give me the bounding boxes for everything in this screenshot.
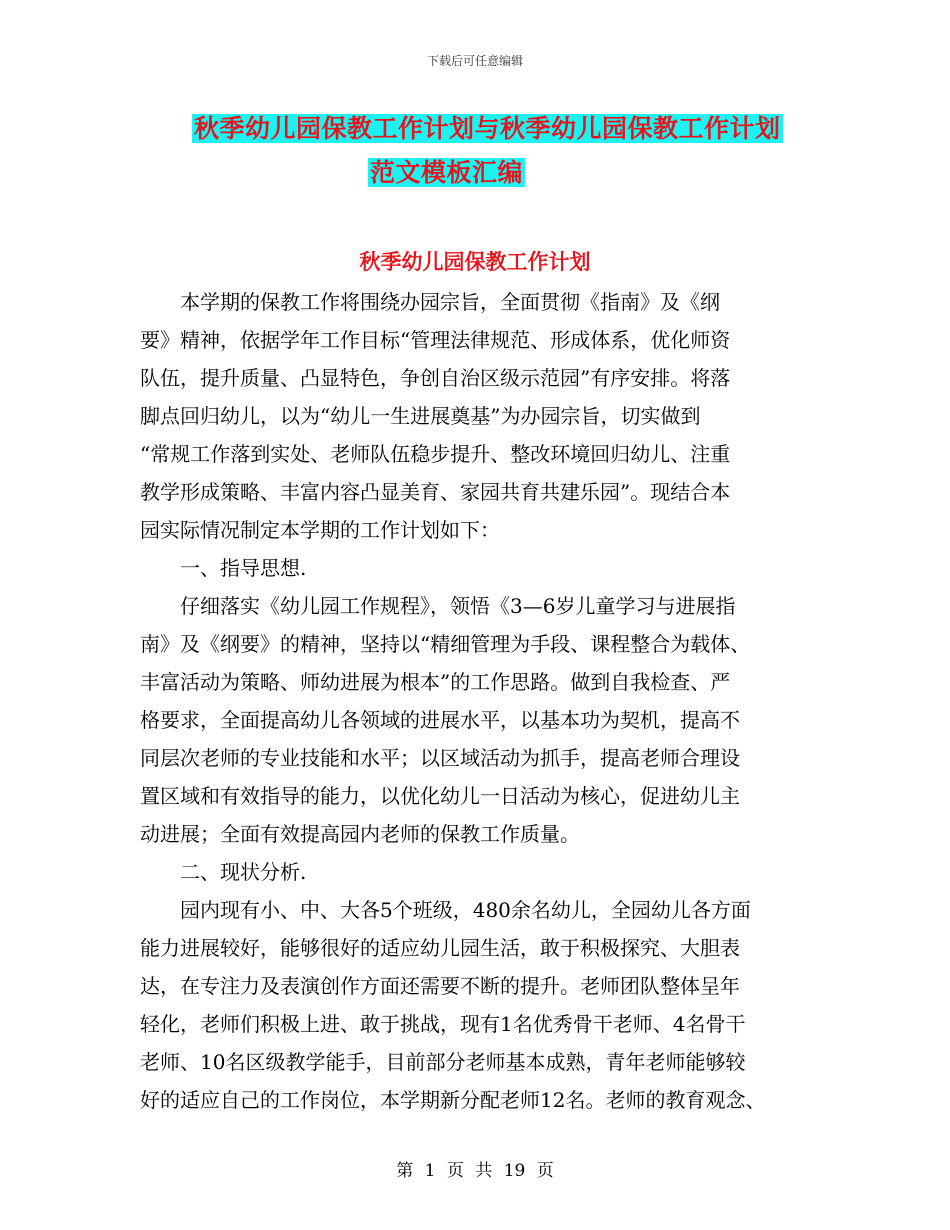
body-line: 南》及《纲要》的精神，坚持以“精细管理为手段、课程整合为载体、 <box>140 632 751 656</box>
body-line: 好的适应自己的工作岗位，本学期新分配老师12名。老师的教育观念、 <box>140 1088 766 1112</box>
body-line: 本学期的保教工作将围绕办园宗旨，全面贯彻《指南》及《纲 <box>140 290 720 314</box>
body-line: 要》精神，依据学年工作目标“管理法律规范、形成体系，优化师资 <box>140 328 731 352</box>
body-line: 达，在专注力及表演创作方面还需要不断的提升。老师团队整体呈年 <box>140 974 740 998</box>
page-header: 下载后可任意编辑 <box>426 54 523 68</box>
body-line: 园内现有小、中、大各5个班级，480余名幼儿，全园幼儿各方面 <box>140 898 751 922</box>
body-line: 园实际情况制定本学期的工作计划如下： <box>140 518 500 542</box>
body-line: “常规工作落到实处、老师队伍稳步提升、整改环境回归幼儿、注重 <box>140 442 731 466</box>
section-heading: 秋季幼儿园保教工作计划 <box>359 250 591 274</box>
body-line: 队伍，提升质量、凸显特色，争创自治区级示范园”有序安排。将落 <box>140 366 731 390</box>
body-line: 格要求，全面提高幼儿各领域的进展水平，以基本功为契机，提高不 <box>140 708 740 732</box>
body-line: 教学形成策略、丰富内容凸显美育、家园共育共建乐园”。现结合本 <box>140 480 731 504</box>
title-text-1: 秋季幼儿园保教工作计划与秋季幼儿园保教工作计划 <box>194 114 781 143</box>
body-line: 能力进展较好，能够很好的适应幼儿园生活，敢于积极探究、大胆表 <box>140 936 740 960</box>
section-heading-guiding: 一、指导思想. <box>140 556 307 580</box>
body-line: 脚点回归幼儿，以为“幼儿一生进展奠基”为办园宗旨，切实做到 <box>140 404 701 428</box>
body-line: 仔细落实《幼儿园工作规程》，领悟《3—6岁儿童学习与进展指 <box>140 594 736 618</box>
section-heading-status: 二、现状分析. <box>140 860 307 884</box>
body-line: 置区域和有效指导的能力，以优化幼儿一日活动为核心，促进幼儿主 <box>140 784 740 808</box>
document-title-line-2 <box>368 156 525 190</box>
body-line: 老师、10名区级教学能手，目前部分老师基本成熟，青年老师能够较 <box>140 1050 746 1074</box>
body-line: 同层次老师的专业技能和水平；以区域活动为抓手，提高老师合理设 <box>140 746 740 770</box>
page-footer: 第 1 页 共 19 页 <box>396 1161 554 1181</box>
body-line: 丰富活动为策略、师幼进展为根本”的工作思路。做到自我检查、严 <box>140 670 731 694</box>
document-title-line-1 <box>192 112 783 146</box>
body-line: 动进展；全面有效提高园内老师的保教工作质量。 <box>140 822 580 846</box>
body-line: 轻化，老师们积极上进、敢于挑战，现有1名优秀骨干老师、4名骨干 <box>140 1012 746 1036</box>
title-text-2: 范文模板汇编 <box>370 158 524 187</box>
